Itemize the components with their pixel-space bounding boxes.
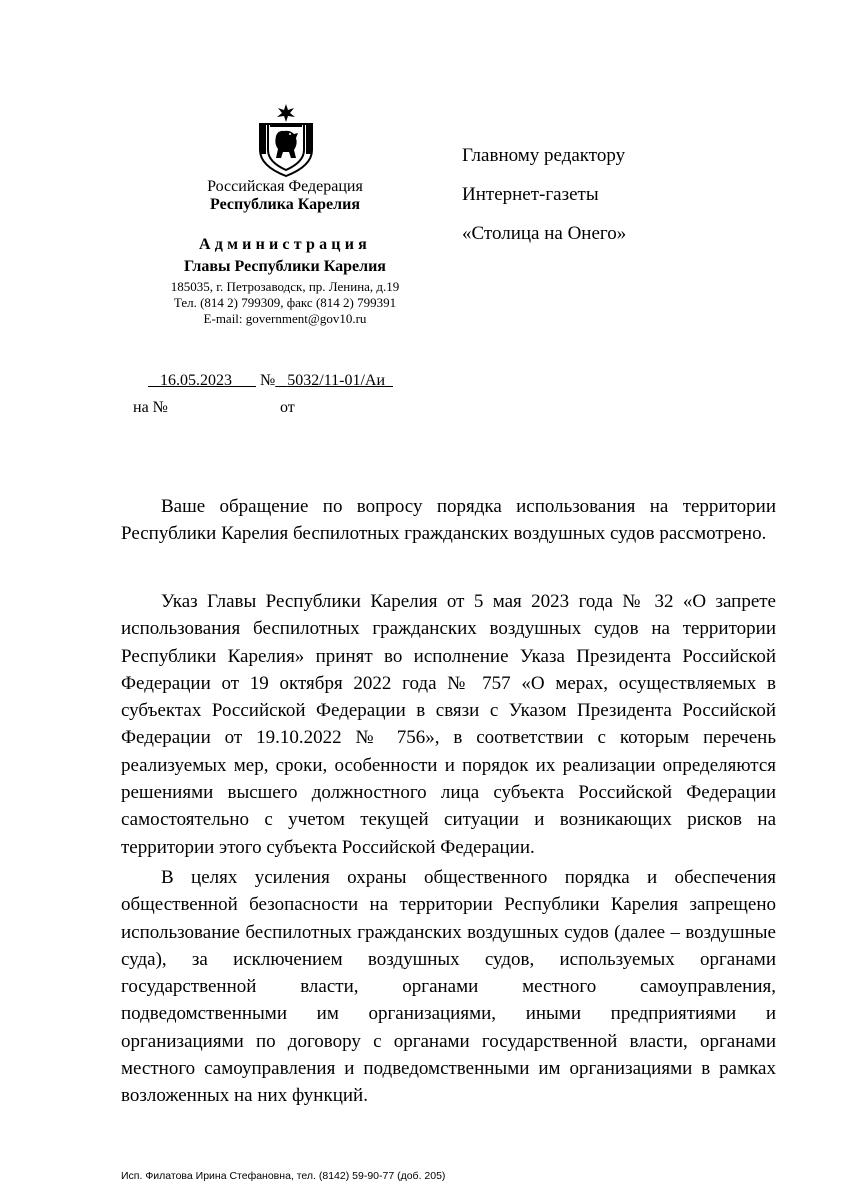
header-country: Российская Федерация bbox=[207, 178, 363, 195]
header-republic: Республика Карелия bbox=[210, 196, 360, 213]
paragraph-text: В целях усиления охраны общественного порядка и обеспечения общественной безопасности на территории Республики Карелия запрещено использование беспилотных гражданских воздушных судов (далее – воздушные суда), за исключением воздушных судов, используемых органами государственной власти, органами местного самоуправления, подведомственными им организациями, иными предприятиями и организациями по договору с органами государственной власти, органами местного самоуправления и подведомственными им организациями в рамках возложенных на них функций. bbox=[121, 867, 776, 1107]
header-email: E-mail: government@gov10.ru bbox=[203, 311, 367, 326]
header-address: 185035, г. Петрозаводск, пр. Ленина, д.19 bbox=[170, 279, 400, 294]
registration-date: 16.05.2023 bbox=[160, 372, 232, 389]
registration-number: 5032/11-01/Аи bbox=[287, 372, 386, 389]
body-paragraph-2 bbox=[121, 588, 776, 861]
header-administration: Администрация bbox=[199, 236, 371, 253]
body-paragraph-3 bbox=[121, 864, 776, 1110]
paragraph-text: Ваше обращение по вопросу порядка использования на территории Республики Карелия беспилотных гражданских воздушных судов рассмотрено. bbox=[121, 496, 776, 545]
addressee-line-3: «Столица на Онего» bbox=[462, 223, 627, 244]
addressee-line-1: Главному редактору bbox=[462, 145, 626, 166]
reference-line bbox=[133, 399, 439, 417]
body-paragraph-1 bbox=[121, 493, 776, 548]
reference-from: от bbox=[279, 399, 295, 416]
addressee-line-2: Интернет-газеты bbox=[462, 184, 599, 205]
reference-prefix: на № bbox=[133, 399, 168, 416]
registration-line bbox=[148, 372, 393, 390]
header-phone: Тел. (814 2) 799309, факс (814 2) 799391 bbox=[173, 295, 397, 310]
header-organization: Главы Республики Карелия bbox=[184, 258, 386, 275]
paragraph-text: Указ Главы Республики Карелия от 5 мая 2023 года № 32 «О запрете использования беспилотных гражданских воздушных судов на территории Республики Карелия» принят во исполнение Указа Президента Российской Федерации от 19 октября 2022 года № 757 «О мерах, осуществляемых в субъектах Российской Федерации в связи с Указом Президента Российской Федерации от 19.10.2022 № 756», в соответствии с которым перечень реализуемых мер, сроки, особенности и порядок их реализации определяются решениями высшего должностного лица субъекта Российской Федерации самостоятельно с учетом текущей ситуации и возникающих рисков на территории этого субъекта Российской Федерации. bbox=[121, 591, 776, 858]
executor-footer: Исп. Филатова Ирина Стефановна, тел. (8142) 59-90-77 (доб. 205) bbox=[121, 1170, 446, 1182]
coat-of-arms-emblem bbox=[254, 102, 318, 178]
registration-number-sign: № bbox=[260, 372, 276, 389]
